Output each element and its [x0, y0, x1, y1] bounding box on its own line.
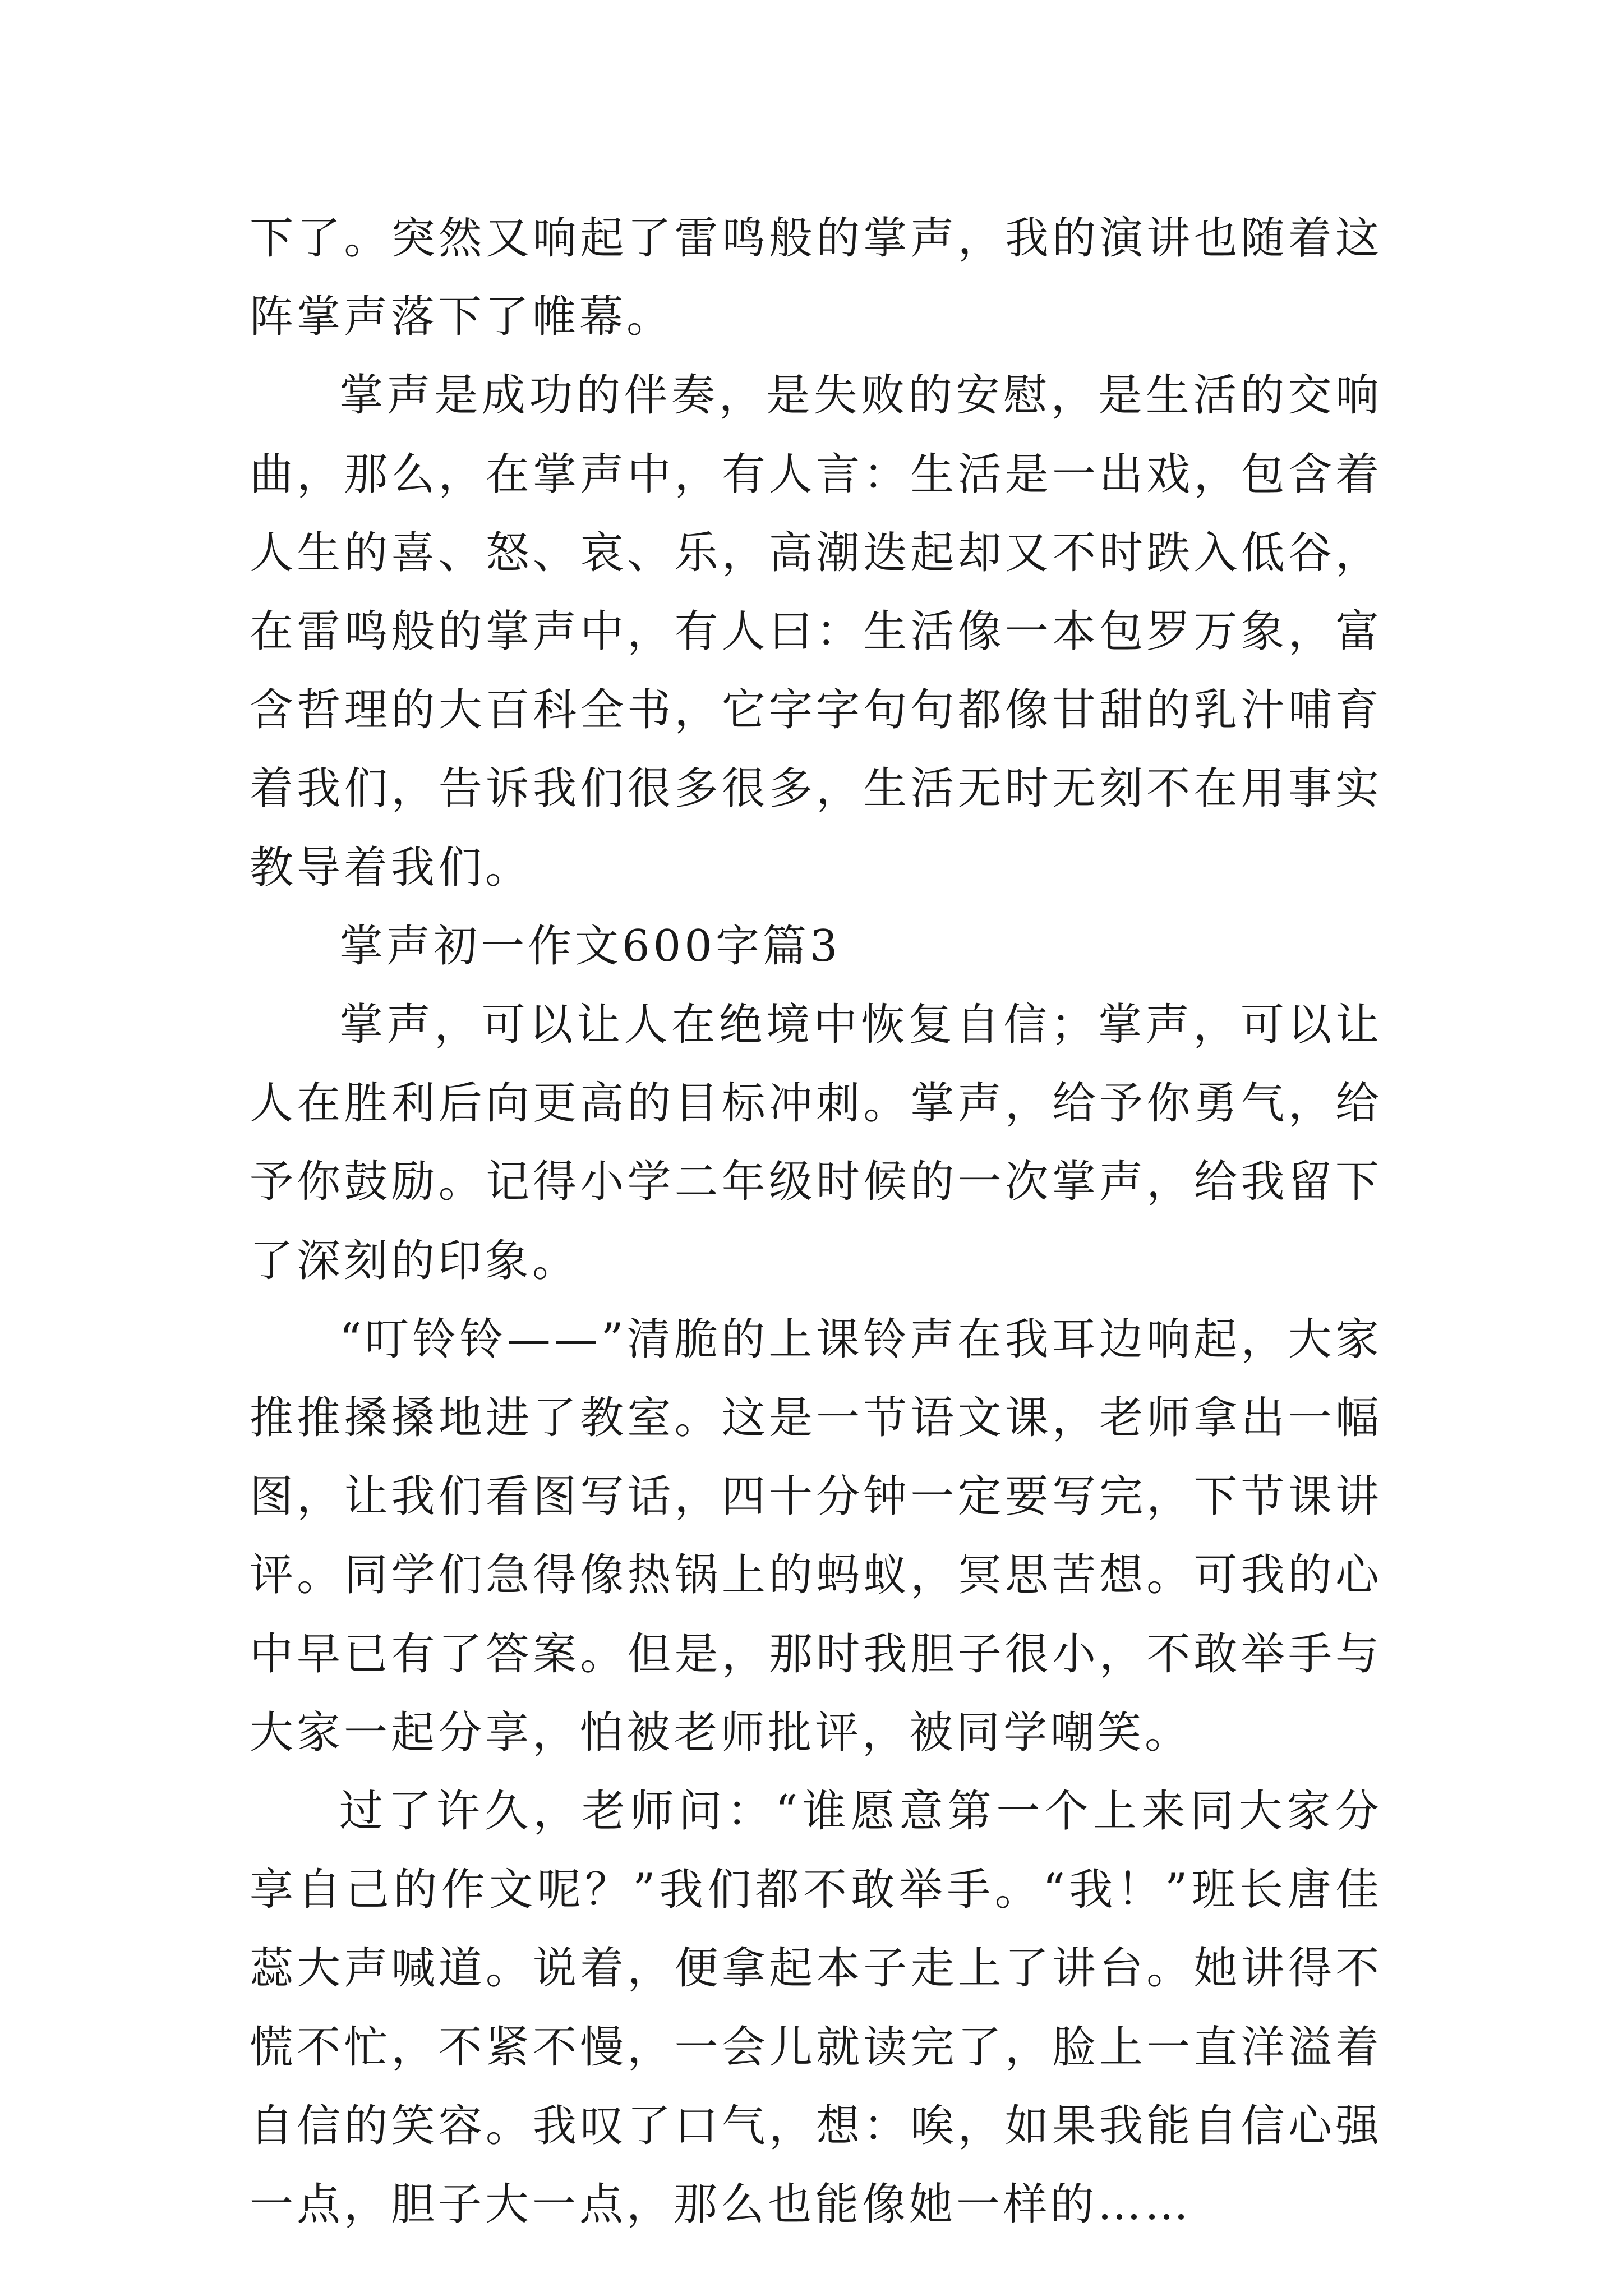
section-heading: 掌声初一作文600字篇3: [339, 921, 841, 972]
paragraph-applause-meaning: 掌声是成功的伴奏，是失败的安慰，是生活的交响曲，那么，在掌声中，有人言：生活是一出戏，包含着人生的喜、怒、哀、乐，高潮迭起却又不时跌入低谷，在雷鸣般的掌声中，有人曰：生活像一本包罗万象，富含哲理的大百科全书，它字字句句都像甘甜的乳汁哺育着我们，告诉我们很多很多，生活无时无刻不在用事实教导着我们。: [250, 370, 1382, 893]
paragraph-teacher-question: 过了许久，老师问：“谁愿意第一个上来同大家分享自己的作文呢？”我们都不敢举手。“我！”班长唐佳蕊大声喊道。说着，便拿起本子走上了讲台。她讲得不慌不忙，不紧不慢，一会儿就读完了，脸上一直洋溢着自信的笑容。我叹了口气，想：唉，如果我能自信心强一点，胆子大一点，那么也能像她一样的……: [250, 1786, 1382, 2230]
document-body: [250, 199, 1382, 2244]
paragraph-class-bell: “叮铃铃——”清脆的上课铃声在我耳边响起，大家推推搡搡地进了教室。这是一节语文课，老师拿出一幅图，让我们看图写话，四十分钟一定要写完，下节课讲评。同学们急得像热锅上的蚂蚁，冥思苦想。可我的心中早已有了答案。但是，那时我胆子很小，不敢举手与大家一起分享，怕被老师批评，被同学嘲笑。: [250, 1314, 1382, 1758]
paragraph-continuation: 下了。突然又响起了雷鸣般的掌声，我的演讲也随着这阵掌声落下了帷幕。: [250, 213, 1382, 343]
paragraph-applause-encouragement: 掌声，可以让人在绝境中恢复自信；掌声，可以让人在胜利后向更高的目标冲刺。掌声，给予你勇气，给予你鼓励。记得小学二年级时候的一次掌声，给我留下了深刻的印象。: [250, 1000, 1382, 1286]
